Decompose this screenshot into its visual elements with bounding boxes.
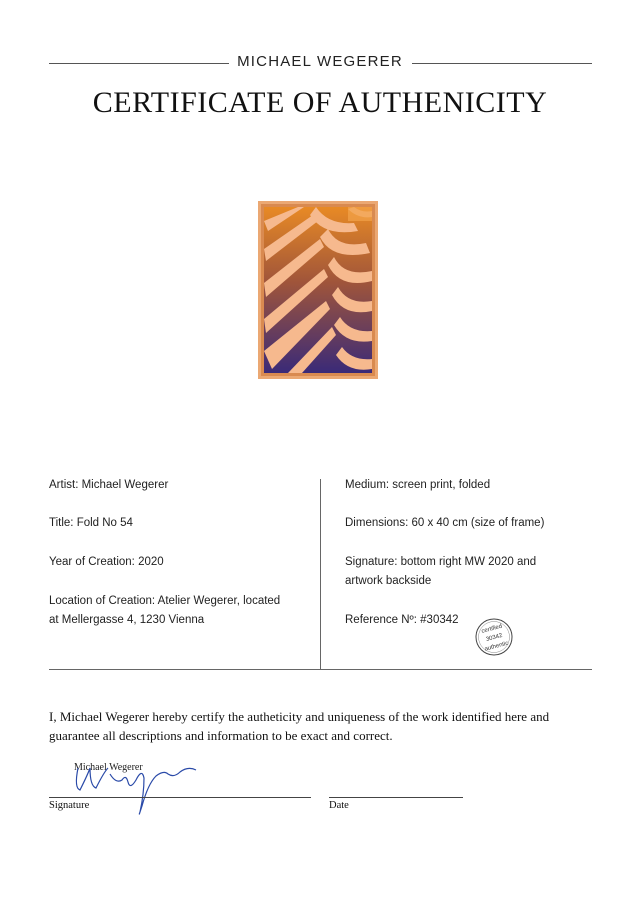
location-field-line2: at Mellergasse 4, 1230 Vienna [49, 614, 205, 626]
signatory-name: Michael Wegerer [74, 762, 143, 773]
medium-field: Medium: screen print, folded [345, 479, 491, 491]
certified-seal-icon [474, 617, 514, 657]
artwork-image [258, 201, 378, 379]
signature-field-line2: artwork backside [345, 575, 432, 587]
handwritten-signature [56, 760, 206, 820]
title-field: Title: Fold No 54 [49, 517, 133, 529]
seal-top-text: certified [481, 623, 503, 635]
reference-field: Reference Nº: #30342 [345, 614, 459, 626]
seal-bottom-text: authentic [484, 640, 510, 653]
artist-header: MICHAEL WEGERER [237, 53, 403, 70]
signature-line [49, 797, 311, 798]
statement-line2: guarantee all descriptions and information to be exact and correct. [49, 727, 393, 743]
signature-field-line1: Signature: bottom right MW 2020 and [345, 556, 537, 568]
location-field-line1: Location of Creation: Atelier Wegerer, located [49, 595, 281, 607]
date-label: Date [329, 800, 349, 811]
dimensions-field: Dimensions: 60 x 40 cm (size of frame) [345, 517, 545, 529]
year-field: Year of Creation: 2020 [49, 556, 164, 568]
certification-statement [49, 708, 597, 745]
table-bottom-rule [49, 669, 592, 670]
column-divider [320, 479, 321, 669]
seal-number-text: 30342 [485, 632, 504, 644]
statement-line1: I, Michael Wegerer hereby certify the autheticity and uniqueness of the work identified here and [49, 709, 550, 724]
signature-label: Signature [49, 800, 90, 811]
certificate-title: CERTIFICATE OF AUTHENICITY [92, 86, 548, 119]
artist-field: Artist: Michael Wegerer [49, 479, 169, 491]
date-line [329, 797, 463, 798]
